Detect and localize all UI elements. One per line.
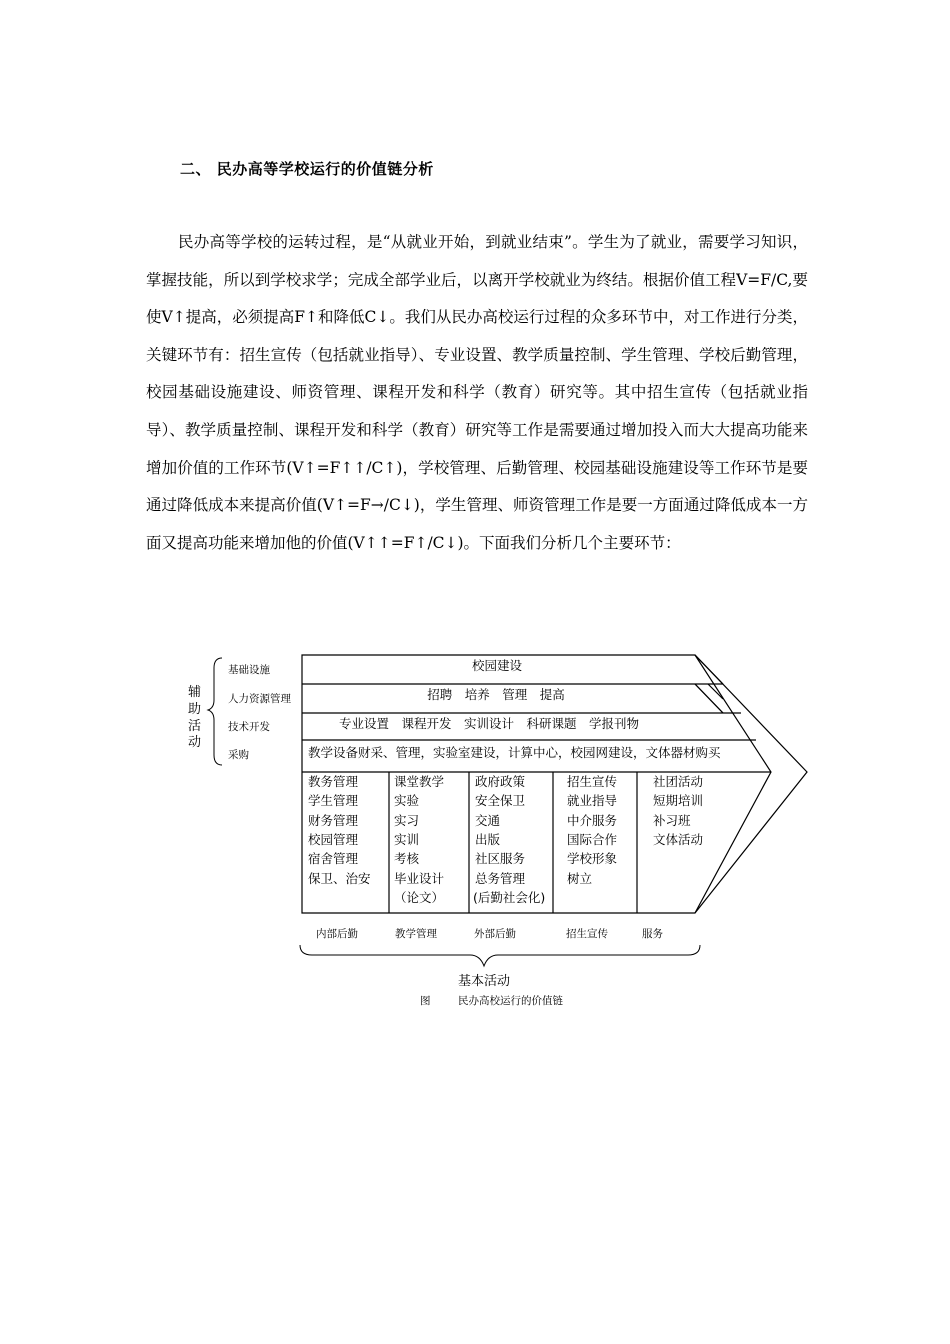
primary-item: 实训	[394, 832, 420, 847]
support-title-char: 活	[188, 719, 202, 734]
primary-item: 总务管理	[475, 871, 526, 886]
primary-item: 出版	[475, 832, 501, 847]
primary-column	[308, 774, 371, 886]
primary-item: 政府政策	[475, 774, 526, 789]
primary-item: 学校形象	[567, 851, 618, 866]
primary-item: 实习	[394, 813, 420, 828]
primary-item: 社团活动	[653, 774, 704, 789]
primary-label: 外部后勤	[474, 928, 516, 940]
primary-item: 课堂教学	[394, 774, 445, 789]
primary-brace	[300, 945, 700, 966]
support-label: 技术开发	[228, 721, 270, 733]
support-title-char: 助	[188, 702, 202, 717]
primary-item: （论文）	[394, 890, 445, 905]
primary-item: 财务管理	[308, 813, 359, 828]
support-label: 人力资源管理	[228, 693, 291, 705]
primary-item: 校园管理	[308, 832, 359, 847]
primary-item: 宿舍管理	[308, 851, 359, 866]
primary-item: 学生管理	[308, 793, 359, 808]
support-row-text: 教学设备财采、管理，实验室建设，计算中心，校园网建设，文体器材购买	[308, 745, 721, 760]
figure-caption-prefix: 图	[420, 995, 431, 1007]
primary-label: 教学管理	[395, 928, 437, 940]
primary-label: 内部后勤	[316, 928, 358, 940]
support-row-text: 校园建设	[471, 658, 523, 673]
primary-item: 招生宣传	[567, 774, 618, 789]
support-title-char: 辅	[188, 685, 202, 700]
primary-item: 考核	[394, 851, 420, 866]
diagram-frame	[302, 655, 807, 913]
primary-column	[394, 774, 445, 905]
primary-item: 文体活动	[653, 832, 704, 847]
support-label: 采购	[228, 749, 249, 761]
support-title-char: 动	[188, 735, 202, 750]
primary-item: 教务管理	[308, 774, 359, 789]
primary-item: 安全保卫	[475, 793, 526, 808]
primary-column	[473, 774, 545, 905]
support-row-text: 专业设置 课程开发 实训设计 科研课题 学报刊物	[339, 716, 640, 731]
primary-label: 招生宣传	[566, 928, 608, 940]
primary-item: (后勤社会化)	[473, 890, 546, 905]
primary-item: 树立	[567, 871, 593, 886]
primary-item: 补习班	[653, 813, 691, 828]
primary-title: 基本活动	[457, 974, 511, 989]
section-heading: 二、 民办高等学校运行的价值链分析	[180, 160, 434, 178]
primary-item: 就业指导	[567, 793, 618, 808]
primary-item: 社区服务	[475, 851, 526, 866]
body-paragraph: 民办高等学校的运转过程，是“从就业开始，到就业结束”。学生为了就业，需要学习知识，掌握技能，所以到学校求学；完成全部学业后，以离开学校就业为终结。根据价值工程V=F/C,要使V↑提高，必须提高F↑和降低C↓。我们从民办高校运行过程的众多环节中，对工作进行分类，关键环节有：招生宣传（包括就业指导）、专业设置、教学质量控制、学生管理、学校后勤管理，校园基础设施建设、师资管理、课程开发和科学（教育）研究等。其中招生宣传（包括就业指导）、教学质量控制、课程开发和科学（教育）研究等工作是需要通过增加投入而大大提高功能来增加价值的工作环节(V↑=F↑↑/C↑)，学校管理、后勤管理、校园基础设施建设等工作环节是要通过降低成本来提高价值(V↑=F→/C↓)，学生管理、师资管理工作是要一方面通过降低成本一方面又提高功能来增加他的价值(V↑↑=F↑/C↓)。下面我们分析几个主要环节：	[146, 233, 808, 552]
primary-item: 实验	[394, 793, 420, 808]
primary-item: 中介服务	[567, 813, 618, 828]
support-label: 基础设施	[228, 664, 270, 676]
primary-label: 服务	[642, 928, 663, 940]
primary-column	[567, 774, 618, 886]
primary-column	[653, 774, 704, 847]
support-brace	[208, 658, 222, 765]
primary-item: 毕业设计	[394, 871, 445, 886]
support-row-text: 招聘 培养 管理 提高	[427, 687, 565, 702]
primary-item: 交通	[475, 813, 501, 828]
figure-caption: 民办高校运行的价值链	[458, 995, 563, 1007]
primary-item: 保卫、治安	[308, 871, 371, 886]
primary-item: 短期培训	[653, 793, 704, 808]
primary-item: 国际合作	[567, 832, 618, 847]
